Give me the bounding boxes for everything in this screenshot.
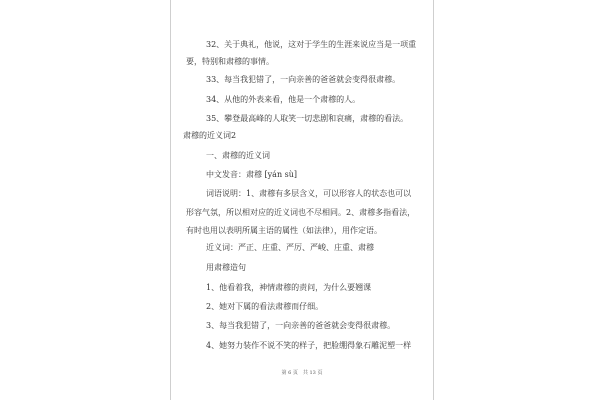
example-sentence-1: 1、他看着我，神情肃穆的责问，为什么要翘课 [206,283,372,292]
example-heading: 用肃穆造句 [206,263,246,272]
sentence-32-line-1: 32、关于典礼，他说，这对于学生的生涯来说应当是一项重 [206,40,417,49]
sentence-34: 34、从他的外表来看，他是一个肃穆的人。 [206,95,361,104]
explanation-line-2: 形容气氛，所以相对应的近义词也不尽相同。2、肃穆多指看法， [186,208,416,217]
page-number-footer: 第 6 页 共 13 页 [281,370,323,376]
pronunciation-line: 中文发音：肃穆 [yán sù] [206,170,298,179]
sentence-33: 33、每当我犯错了，一向亲善的爸爸就会变得很肃穆。 [206,75,401,84]
explanation-line-1: 词语说明：1、肃穆有多层含义，可以形容人的状态也可以 [206,189,412,198]
sentence-35: 35、攀登最高峰的人取笑一切悲剧和哀痛，肃穆的看法。 [206,114,409,123]
explanation-line-3: 有时也用以表明所属主语的属性（如法律），用作定语。 [186,226,382,235]
example-sentence-2: 2、她对下属的看法肃穆而仔细。 [206,302,324,311]
example-sentence-4: 4、她努力装作不说不笑的样子，把脸绷得象石雕泥塑一样 [206,341,412,350]
document-page [170,0,434,400]
subsection-heading: 一、肃穆的近义词 [206,151,270,160]
section-heading: 肃穆的近义词2 [183,131,237,140]
synonyms-line: 近义词：严正、庄重、严厉、严峻、庄重、肃穆 [206,243,374,252]
sentence-32-line-2: 要，特别和肃穆的事情。 [186,57,274,66]
example-sentence-3: 3、每当我犯错了，一向亲善的爸爸就会变得很肃穆。 [206,321,396,330]
